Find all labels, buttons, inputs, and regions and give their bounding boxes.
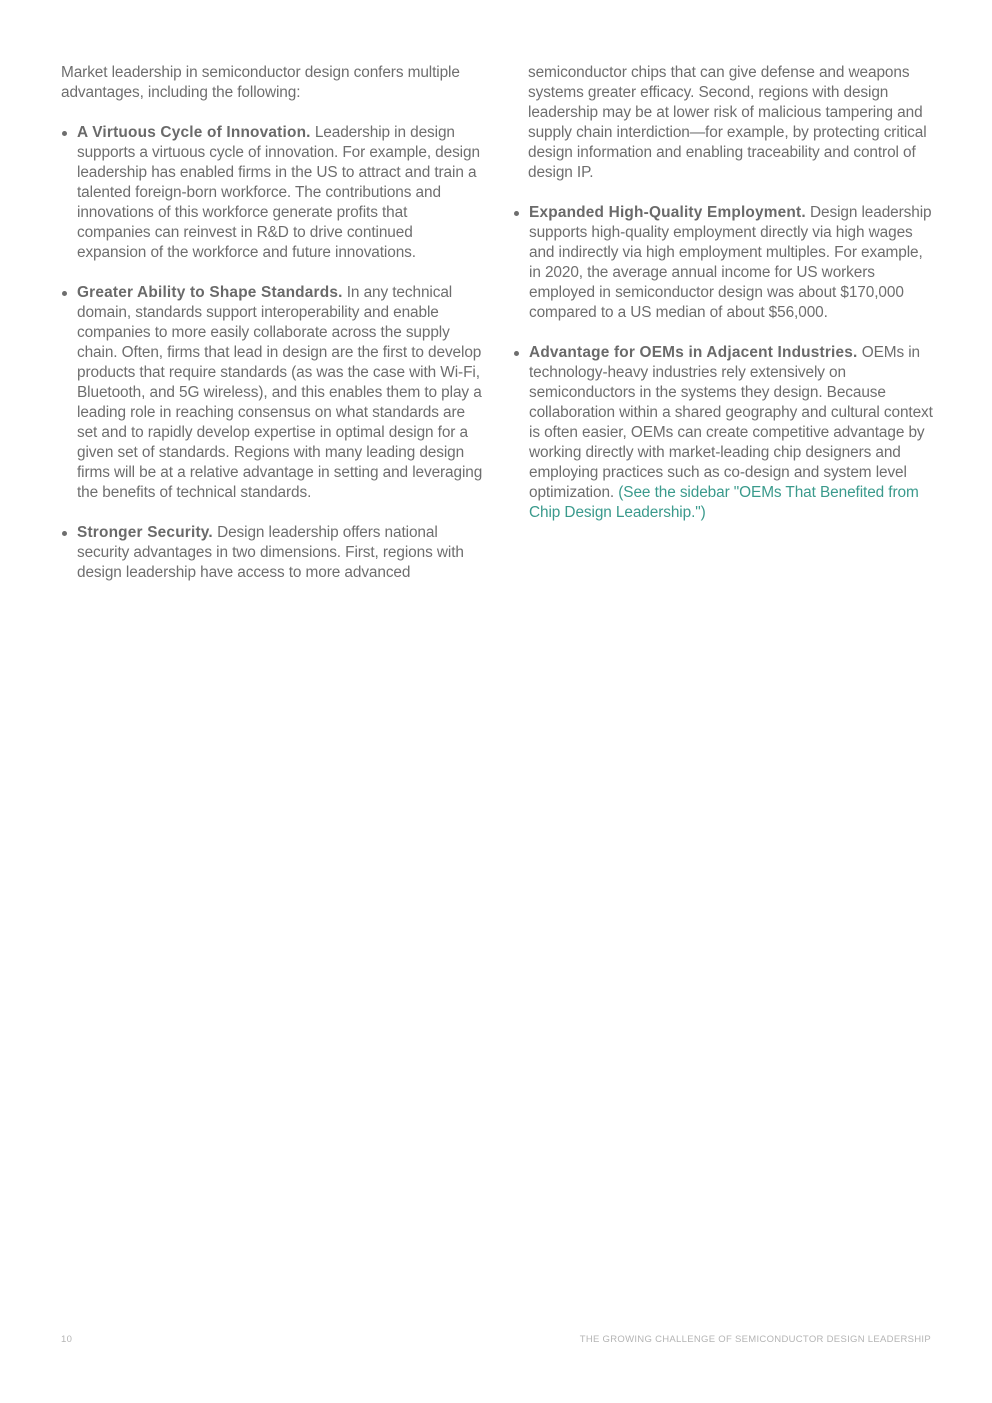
advantages-list-right (513, 203, 933, 523)
running-title: THE GROWING CHALLENGE OF SEMICONDUCTOR DESIGN LEADERSHIP (579, 1334, 931, 1345)
security-continued-paragraph: semiconductor chips that can give defense and weapons systems greater efficacy. Second, regions with design leadership may be at lower risk of malicious tampering and supply chain interdiction—for example, by protecting critical design information and enabling traceability and control of design IP. (528, 64, 927, 181)
bullet-text: OEMs in technology-heavy industries rely extensively on semiconductors in the systems they design. Because collaboration within a shared geography and cultural context is often easier, OEMs can create competitive advantage by working directly with market-leading chip designers and employing practices such as co-design and system level optimization. (529, 344, 933, 501)
bullet-text: Design leadership offers national security advantages in two dimensions. First, regions with design leadership have access to more advanced (77, 524, 464, 581)
intro-paragraph: Market leadership in semiconductor design confers multiple advantages, including the following: (61, 64, 460, 101)
sidebar-reference-link[interactable]: (See the sidebar "OEMs That Benefited from Chip Design Leadership.") (529, 484, 919, 521)
bullet-lead: Greater Ability to Shape Standards. (77, 284, 343, 301)
bullet-text: Design leadership supports high-quality employment directly via high wages and indirectly via high employment multiples. For example, in 2020, the average annual income for US workers employed in semiconductor design was about $170,000 compared to a US median of about $56,000. (529, 204, 932, 321)
right-column (513, 63, 933, 543)
bullet-text: In any technical domain, standards support interoperability and enable companies to more easily collaborate across the supply chain. Often, firms that lead in design are the first to develop products that require standards (as was the case with Wi-Fi, Bluetooth, and 5G wireless), and this enables them to play a leading role in reaching consensus on what standards are set and to rapidly develop expertise in optimal design for a given set of standards. Regions with many leading design firms will be at a relative advantage in setting and leveraging the benefits of technical standards. (77, 284, 483, 501)
advantages-list-left (61, 123, 483, 583)
bullet-lead: Advantage for OEMs in Adjacent Industries. (529, 344, 858, 361)
bullet-lead: Stronger Security. (77, 524, 213, 541)
left-column (61, 63, 483, 603)
bullet-oems-adjacent-industries (513, 343, 933, 523)
bullet-lead: A Virtuous Cycle of Innovation. (77, 124, 311, 141)
bullet-stronger-security (61, 523, 483, 583)
bullet-high-quality-employment (513, 203, 933, 323)
bullet-text: Leadership in design supports a virtuous cycle of innovation. For example, design leadership has enabled firms in the US to attract and train a talented foreign-born workforce. The contributions and innovations of this workforce generate profits that companies can reinvest in R&D to drive continued expansion of the workforce and future innovations. (77, 124, 480, 261)
bullet-lead: Expanded High-Quality Employment. (529, 204, 806, 221)
page-number: 10 (61, 1334, 73, 1345)
bullet-shape-standards (61, 283, 483, 503)
bullet-virtuous-cycle (61, 123, 483, 263)
